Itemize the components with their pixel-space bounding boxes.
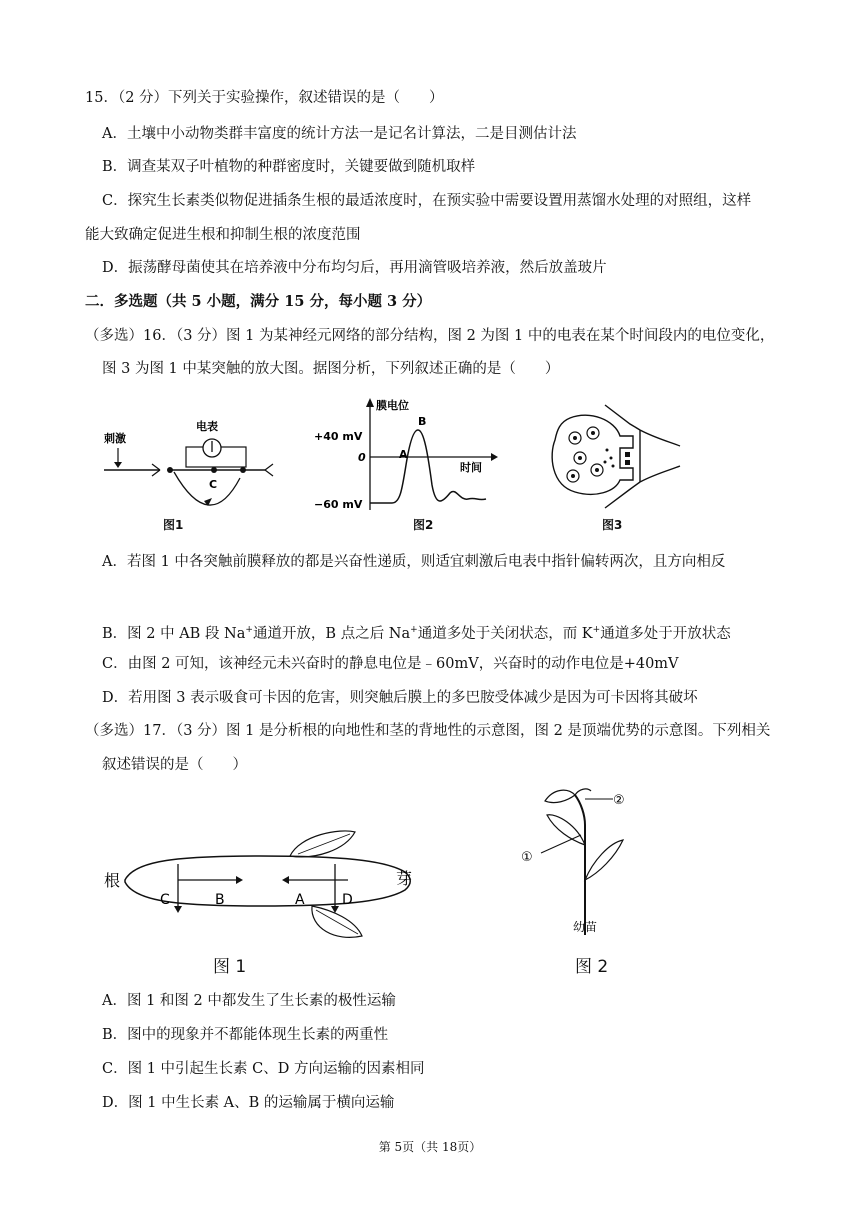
q17-figure1-caption: 图 1 bbox=[213, 957, 247, 977]
meter-label: 电表 bbox=[196, 420, 218, 433]
q17-option-b: B．图中的现象并不都能体现生长素的两重性 bbox=[102, 1027, 389, 1043]
page-footer: 第 5页（共 18页） bbox=[378, 1140, 482, 1154]
time-axis-label: 时间 bbox=[460, 461, 482, 474]
q16-option-b: B．图 2 中 AB 段 Na+通道开放，B 点之后 Na+通道多处于关闭状态，而 K+通道多处于开放状态 bbox=[102, 625, 731, 642]
plus40-tick-label: +40 mV bbox=[314, 430, 363, 443]
stimulus-label: 刺激 bbox=[104, 432, 126, 445]
q15-option-a: A．土壤中小动物类群丰富度的统计方法一是记名计算法，二是目测估计法 bbox=[102, 126, 577, 142]
point-b-label: B bbox=[418, 415, 427, 428]
point-a-label: A bbox=[399, 448, 408, 461]
q16-option-a: A．若图 1 中各突触前膜释放的都是兴奋性递质，则适宜刺激后电表中指针偏转两次，且方向相反 bbox=[102, 554, 726, 570]
q16-figure3 bbox=[545, 400, 685, 510]
q16-stem: （多选）16．（3 分）图 1 为某神经元网络的部分结构，图 2 为图 1 中的电表在某个时间段内的电位变化， bbox=[85, 328, 775, 344]
q15-option-c: C．探究生长素类似物促进插条生根的最适浓度时，在预实验中需要设置用蒸馏水处理的对照组，这样 bbox=[102, 193, 752, 209]
marker-two: ② bbox=[613, 793, 625, 808]
q17-stem-cont: 叙述错误的是（ ） bbox=[102, 757, 247, 773]
q17-figure2-caption: 图 2 bbox=[575, 957, 609, 977]
q17-option-c: C．图 1 中引起生长素 C、D 方向运输的因素相同 bbox=[102, 1061, 425, 1077]
q16-figure3-caption: 图3 bbox=[602, 518, 623, 532]
label-d: D bbox=[342, 892, 353, 908]
q16-stem-cont: 图 3 为图 1 中某突触的放大图。据图分析，下列叙述正确的是（ ） bbox=[102, 361, 560, 377]
zero-tick-label: 0 bbox=[358, 451, 366, 464]
q15-option-b: B．调查某双子叶植物的种群密度时，关键要做到随机取样 bbox=[102, 159, 476, 175]
q16-option-d: D．若用图 3 表示吸食可卡因的危害，则突触后膜上的多巴胺受体减少是因为可卡因将其破坏 bbox=[102, 690, 698, 706]
minus60-tick-label: −60 mV bbox=[314, 498, 363, 511]
q16-figure1-caption: 图1 bbox=[163, 518, 184, 532]
q16-figure2-caption: 图2 bbox=[413, 518, 434, 532]
bud-label: 芽 bbox=[396, 869, 413, 888]
q17-option-d: D．图 1 中生长素 A、B 的运输属于横向运输 bbox=[102, 1095, 395, 1111]
q16-figure1 bbox=[100, 410, 280, 535]
seedling-label: 幼苗 bbox=[573, 920, 598, 934]
q17-option-a: A．图 1 和图 2 中都发生了生长素的极性运输 bbox=[102, 993, 396, 1009]
q15-option-c-cont: 能大致确定促进生根和抑制生根的浓度范围 bbox=[85, 227, 361, 243]
q16-option-c: C．由图 2 可知，该神经元未兴奋时的静息电位是﹣60mV，兴奋时的动作电位是+40mV bbox=[102, 656, 679, 672]
q15-option-d: D．振荡酵母菌使其在培养液中分布均匀后，再用滴管吸培养液，然后放盖玻片 bbox=[102, 260, 607, 276]
point-c-label: C bbox=[209, 478, 218, 491]
q15-stem: 15．（2 分）下列关于实验操作，叙述错误的是（ ） bbox=[85, 90, 444, 106]
label-c: C bbox=[160, 892, 170, 908]
q17-figure1 bbox=[100, 820, 430, 945]
q17-stem: （多选）17．（3 分）图 1 是分析根的向地性和茎的背地性的示意图，图 2 是顶端优势的示意图。下列相关 bbox=[85, 723, 771, 739]
section-heading: 二．多选题（共 5 小题，满分 15 分，每小题 3 分） bbox=[85, 293, 432, 310]
label-a: A bbox=[295, 892, 305, 908]
q17-figure2 bbox=[515, 785, 655, 950]
root-label: 根 bbox=[104, 871, 121, 890]
label-b: B bbox=[215, 892, 225, 908]
membrane-potential-axis-label: 膜电位 bbox=[376, 399, 409, 412]
q16-figure2 bbox=[310, 395, 500, 520]
marker-one: ① bbox=[521, 850, 533, 865]
